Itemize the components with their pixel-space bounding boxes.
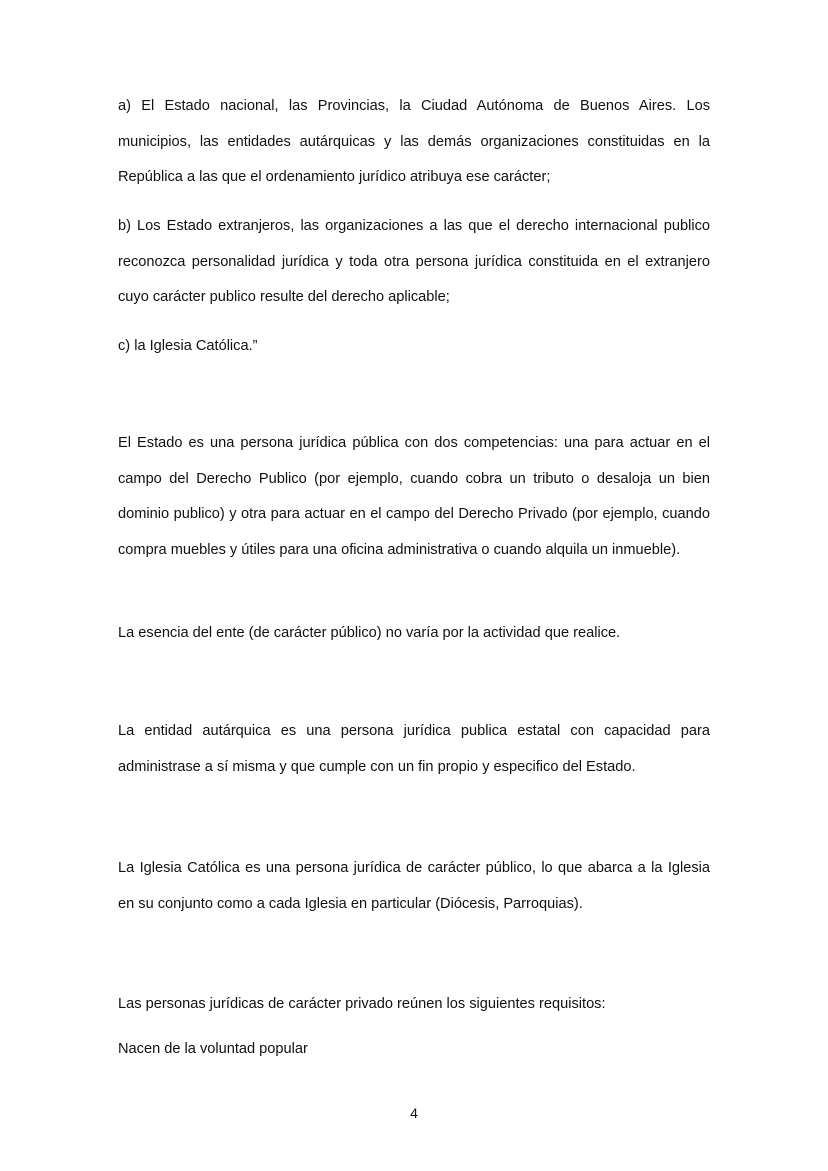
paragraph-estado: El Estado es una persona jurídica pública con dos competencias: una para actuar en el campo del Derecho Publico (por ejemplo, cuando cobra un tributo o desaloja un bien dominio publico) y otra para actuar en el campo del Derecho Privado (por ejemplo, cuando compra muebles y útiles para una oficina administrativa o cuando alquila un inmueble). [118,435,710,558]
paragraph-esencia: La esencia del ente (de carácter público) no varía por la actividad que realice. [118,625,621,641]
paragraph-personas-privadas: Las personas jurídicas de carácter privado reúnen los siguientes requisitos: [118,996,606,1012]
paragraph-item-c: c) la Iglesia Católica.” [118,338,258,354]
page-number: 4 [410,1105,418,1121]
paragraph-entidad-autarquica: La entidad autárquica es una persona jurídica publica estatal con capacidad para administrase a sí misma y que cumple con un fin propio y especifico del Estado. [118,723,710,775]
paragraph-voluntad-popular: Nacen de la voluntad popular [118,1041,308,1057]
paragraph-item-a: a) El Estado nacional, las Provincias, la Ciudad Autónoma de Buenos Aires. Los municipios, las entidades autárquicas y las demás organizaciones constituidas en la República a las que el ordenamiento jurídico atribuya ese carácter; [118,98,710,185]
paragraph-item-b: b) Los Estado extranjeros, las organizaciones a las que el derecho internacional publico reconozca personalidad jurídica y toda otra persona jurídica constituida en el extranjero cuyo carácter publico resulte del derecho aplicable; [118,218,710,305]
paragraph-iglesia-catolica: La Iglesia Católica es una persona jurídica de carácter público, lo que abarca a la Iglesia en su conjunto como a cada Iglesia en particular (Diócesis, Parroquias). [118,860,710,912]
